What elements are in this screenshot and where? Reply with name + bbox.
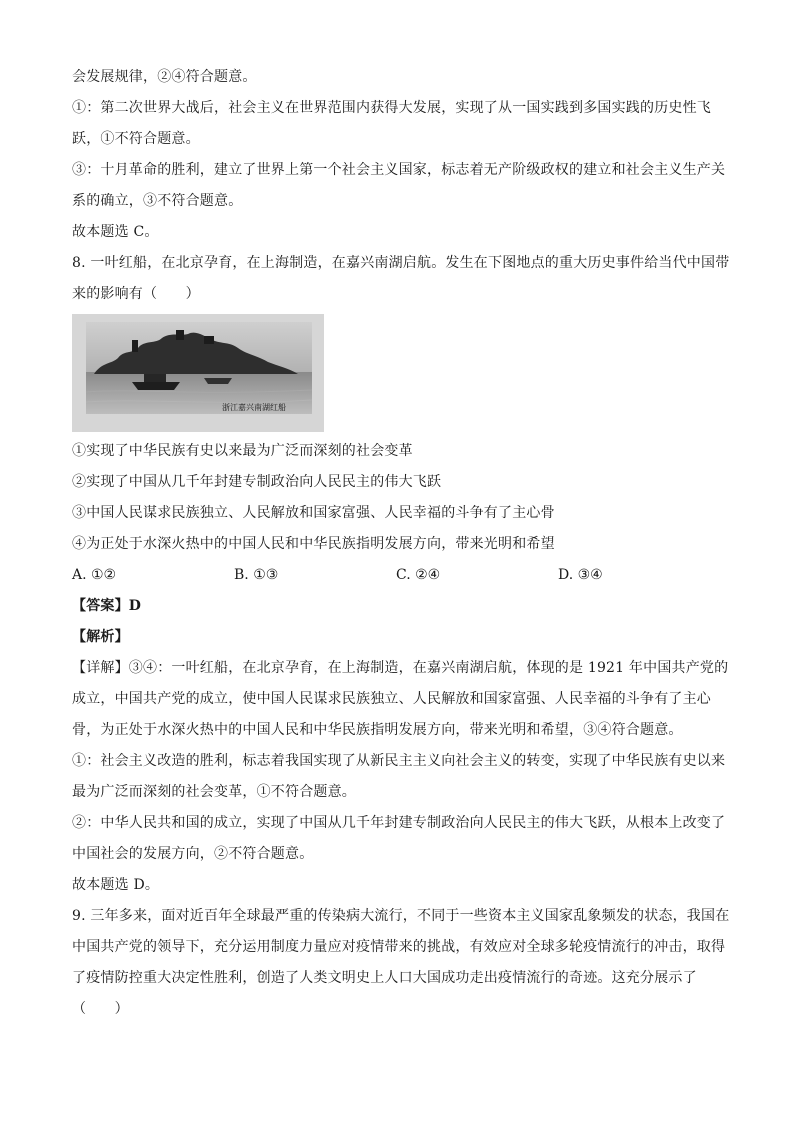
q8-stem-line: 来的影响有（ ） xyxy=(72,286,200,302)
option-b: B. ①③ xyxy=(234,567,279,583)
q8-analysis-line: 骨，为正处于水深火热中的中国人民和中华民族指明发展方向，带来光明和希望，③④符合题意。 xyxy=(72,722,683,738)
q7-conclusion: 故本题选 C。 xyxy=(72,224,159,240)
q8-analysis-line: ②：中华人民共和国的成立，实现了中国从几千年封建专制政治向人民民主的伟大飞跃，从根本上改变了 xyxy=(72,815,726,831)
q9-stem-line: 中国共产党的领导下，充分运用制度力量应对疫情带来的挑战，有效应对全球多轮疫情流行的冲击，取得 xyxy=(72,939,726,955)
q7-analysis-line: 会发展规律，②④符合题意。 xyxy=(72,69,257,85)
q7-analysis-line: 系的确立，③不符合题意。 xyxy=(72,193,243,209)
option-d: D. ③④ xyxy=(558,567,603,583)
q7-analysis-line: ①：第二次世界大战后，社会主义在世界范围内获得大发展，实现了从一国实践到多国实践的历史性飞 xyxy=(72,100,711,116)
q8-answer: 【答案】D xyxy=(72,598,142,614)
q8-analysis-line: ①：社会主义改造的胜利，标志着我国实现了从新民主主义向社会主义的转变，实现了中华民族有史以来 xyxy=(72,753,726,769)
document-page xyxy=(72,62,730,1025)
option-a: A. ①② xyxy=(72,567,117,583)
q9-answer-blank: （ ） xyxy=(72,1001,129,1017)
q8-analysis-line: 最为广泛而深刻的社会变革，①不符合题意。 xyxy=(72,784,356,800)
q8-statement-3: ③中国人民谋求民族独立、人民解放和国家富强、人民幸福的斗争有了主心骨 xyxy=(72,505,555,521)
q8-analysis-label: 【解析】 xyxy=(72,629,129,645)
q7-analysis-line: 跃，①不符合题意。 xyxy=(72,131,200,147)
q8-stem-line: 8. 一叶红船，在北京孕育，在上海制造，在嘉兴南湖启航。发生在下图地点的重大历史事件给当代中国带 xyxy=(72,255,730,271)
option-c: C. ②④ xyxy=(396,567,441,583)
q8-statement-1: ①实现了中华民族有史以来最为广泛而深刻的社会变革 xyxy=(72,443,413,459)
q9-stem-line: 9. 三年多来，面对近百年全球最严重的传染病大流行，不同于一些资本主义国家乱象频发的状态，我国在 xyxy=(72,908,730,924)
q8-conclusion: 故本题选 D。 xyxy=(72,877,160,893)
photo-caption: 浙江嘉兴南湖红船 xyxy=(222,403,286,412)
q8-options xyxy=(72,560,722,591)
q8-analysis-line: 成立，中国共产党的成立，使中国人民谋求民族独立、人民解放和国家富强、人民幸福的斗争有了主心 xyxy=(72,691,711,707)
q7-analysis-line: ③：十月革命的胜利，建立了世界上第一个社会主义国家，标志着无产阶级政权的建立和社会主义生产关 xyxy=(72,162,726,178)
red-boat-photo xyxy=(72,314,324,432)
q8-analysis-line: 【详解】③④：一叶红船，在北京孕育，在上海制造，在嘉兴南湖启航，体现的是 1921 年中国共产党的 xyxy=(72,660,729,676)
q8-statement-2: ②实现了中国从几千年封建专制政治向人民民主的伟大飞跃 xyxy=(72,474,442,490)
q8-statement-4: ④为正处于水深火热中的中国人民和中华民族指明发展方向，带来光明和希望 xyxy=(72,536,555,552)
q8-analysis-line: 中国社会的发展方向，②不符合题意。 xyxy=(72,846,314,862)
q9-stem-line: 了疫情防控重大决定性胜利，创造了人类文明史上人口大国成功走出疫情流行的奇迹。这充分展示了 xyxy=(72,970,697,986)
